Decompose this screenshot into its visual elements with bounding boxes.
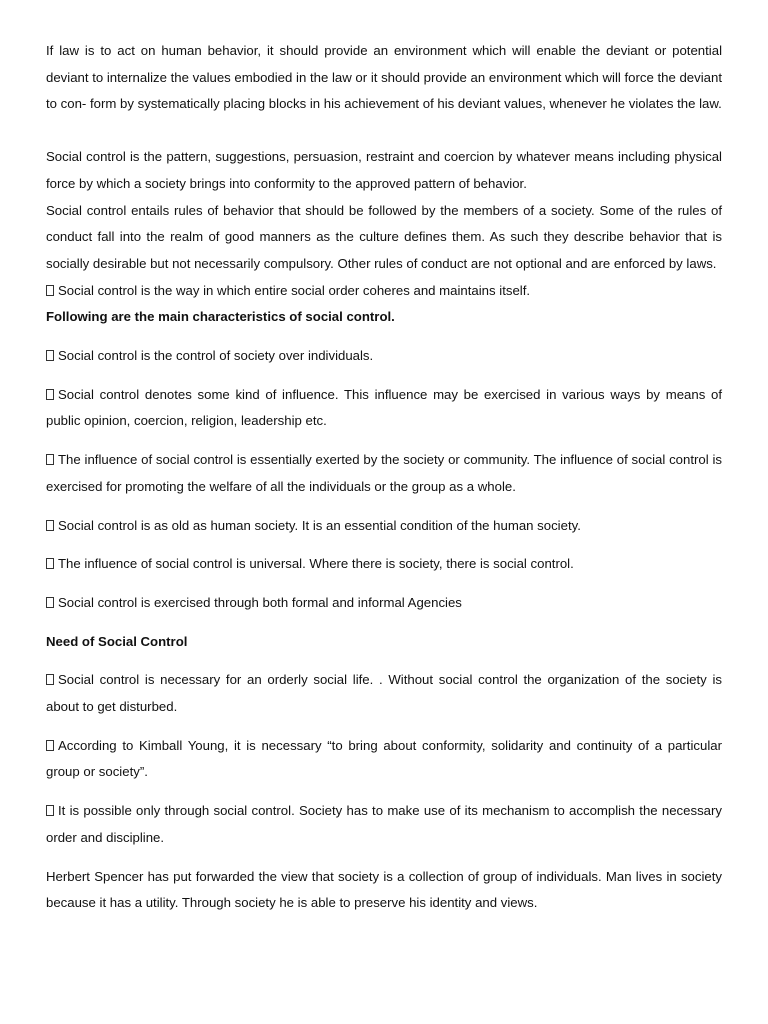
rules-paragraph: Social control entails rules of behavior that should be followed by the members of a society. Some of the rules of conduct fall into the realm of good manners as the culture defines them. As such they describe behavior that is socially desirable but not necessarily compulsory. Other rules of conduct are not optional and are enforced by laws. <box>46 202 722 271</box>
bullet-item: According to Kimball Young, it is necessary “to bring about conformity, solidarity and continuity of a particular group or society”. <box>46 737 722 780</box>
bullet-item: The influence of social control is essentially exerted by the society or community. The influence of social control is exercised for promoting the welfare of all the individuals or the group as a whole. <box>46 452 722 494</box>
characteristics-heading: Following are the main characteristics of social control. <box>46 309 395 325</box>
spencer-paragraph: Herbert Spencer has put forwarded the view that society is a collection of group of individuals. Man lives in society because it has a utility. Through society he is able to preserve his identity and views. <box>46 868 722 911</box>
bullet-icon <box>46 454 54 465</box>
bullet-item: It is possible only through social control. Society has to make use of its mechanism to accomplish the necessary order and discipline. <box>46 803 722 845</box>
bullet-item: Social control is exercised through both formal and informal Agencies <box>46 590 722 617</box>
intro-paragraph: If law is to act on human behavior, it should provide an environment which will enable the deviant or potential deviant to internalize the values embodied in the law or it should provide an environment which will force the deviant to con- form by systematically placing blocks in his achievement of his deviant values, whenever he violates the law. <box>46 43 722 112</box>
bullet-icon <box>46 740 54 751</box>
bullet-icon <box>46 520 54 531</box>
need-heading: Need of Social Control <box>46 633 188 649</box>
bullet-item: The influence of social control is universal. Where there is society, there is social control. <box>46 551 722 578</box>
bullet-icon <box>46 389 54 400</box>
bullet-icon <box>46 285 54 296</box>
bullet-icon <box>46 805 54 816</box>
bullet-icon <box>46 674 54 685</box>
bullet-icon <box>46 350 54 361</box>
bullet-item: Social control is necessary for an orderly social life. . Without social control the organization of the society is about to get disturbed. <box>46 672 722 715</box>
bullet-item: Social control is as old as human society. It is an essential condition of the human society. <box>46 513 722 540</box>
bullet-item: Social control is the way in which entire social order coheres and maintains itself. <box>46 278 722 305</box>
bullet-icon <box>46 597 54 608</box>
definition-paragraph: Social control is the pattern, suggestions, persuasion, restraint and coercion by whatever means including physical force by which a society brings into conformity to the approved pattern of behavior. <box>46 149 722 191</box>
document-page <box>46 38 722 917</box>
bullet-item: Social control denotes some kind of influence. This influence may be exercised in various ways by means of public opinion, coercion, religion, leadership etc. <box>46 386 722 429</box>
bullet-item: Social control is the control of society over individuals. <box>46 343 722 370</box>
bullet-icon <box>46 558 54 569</box>
